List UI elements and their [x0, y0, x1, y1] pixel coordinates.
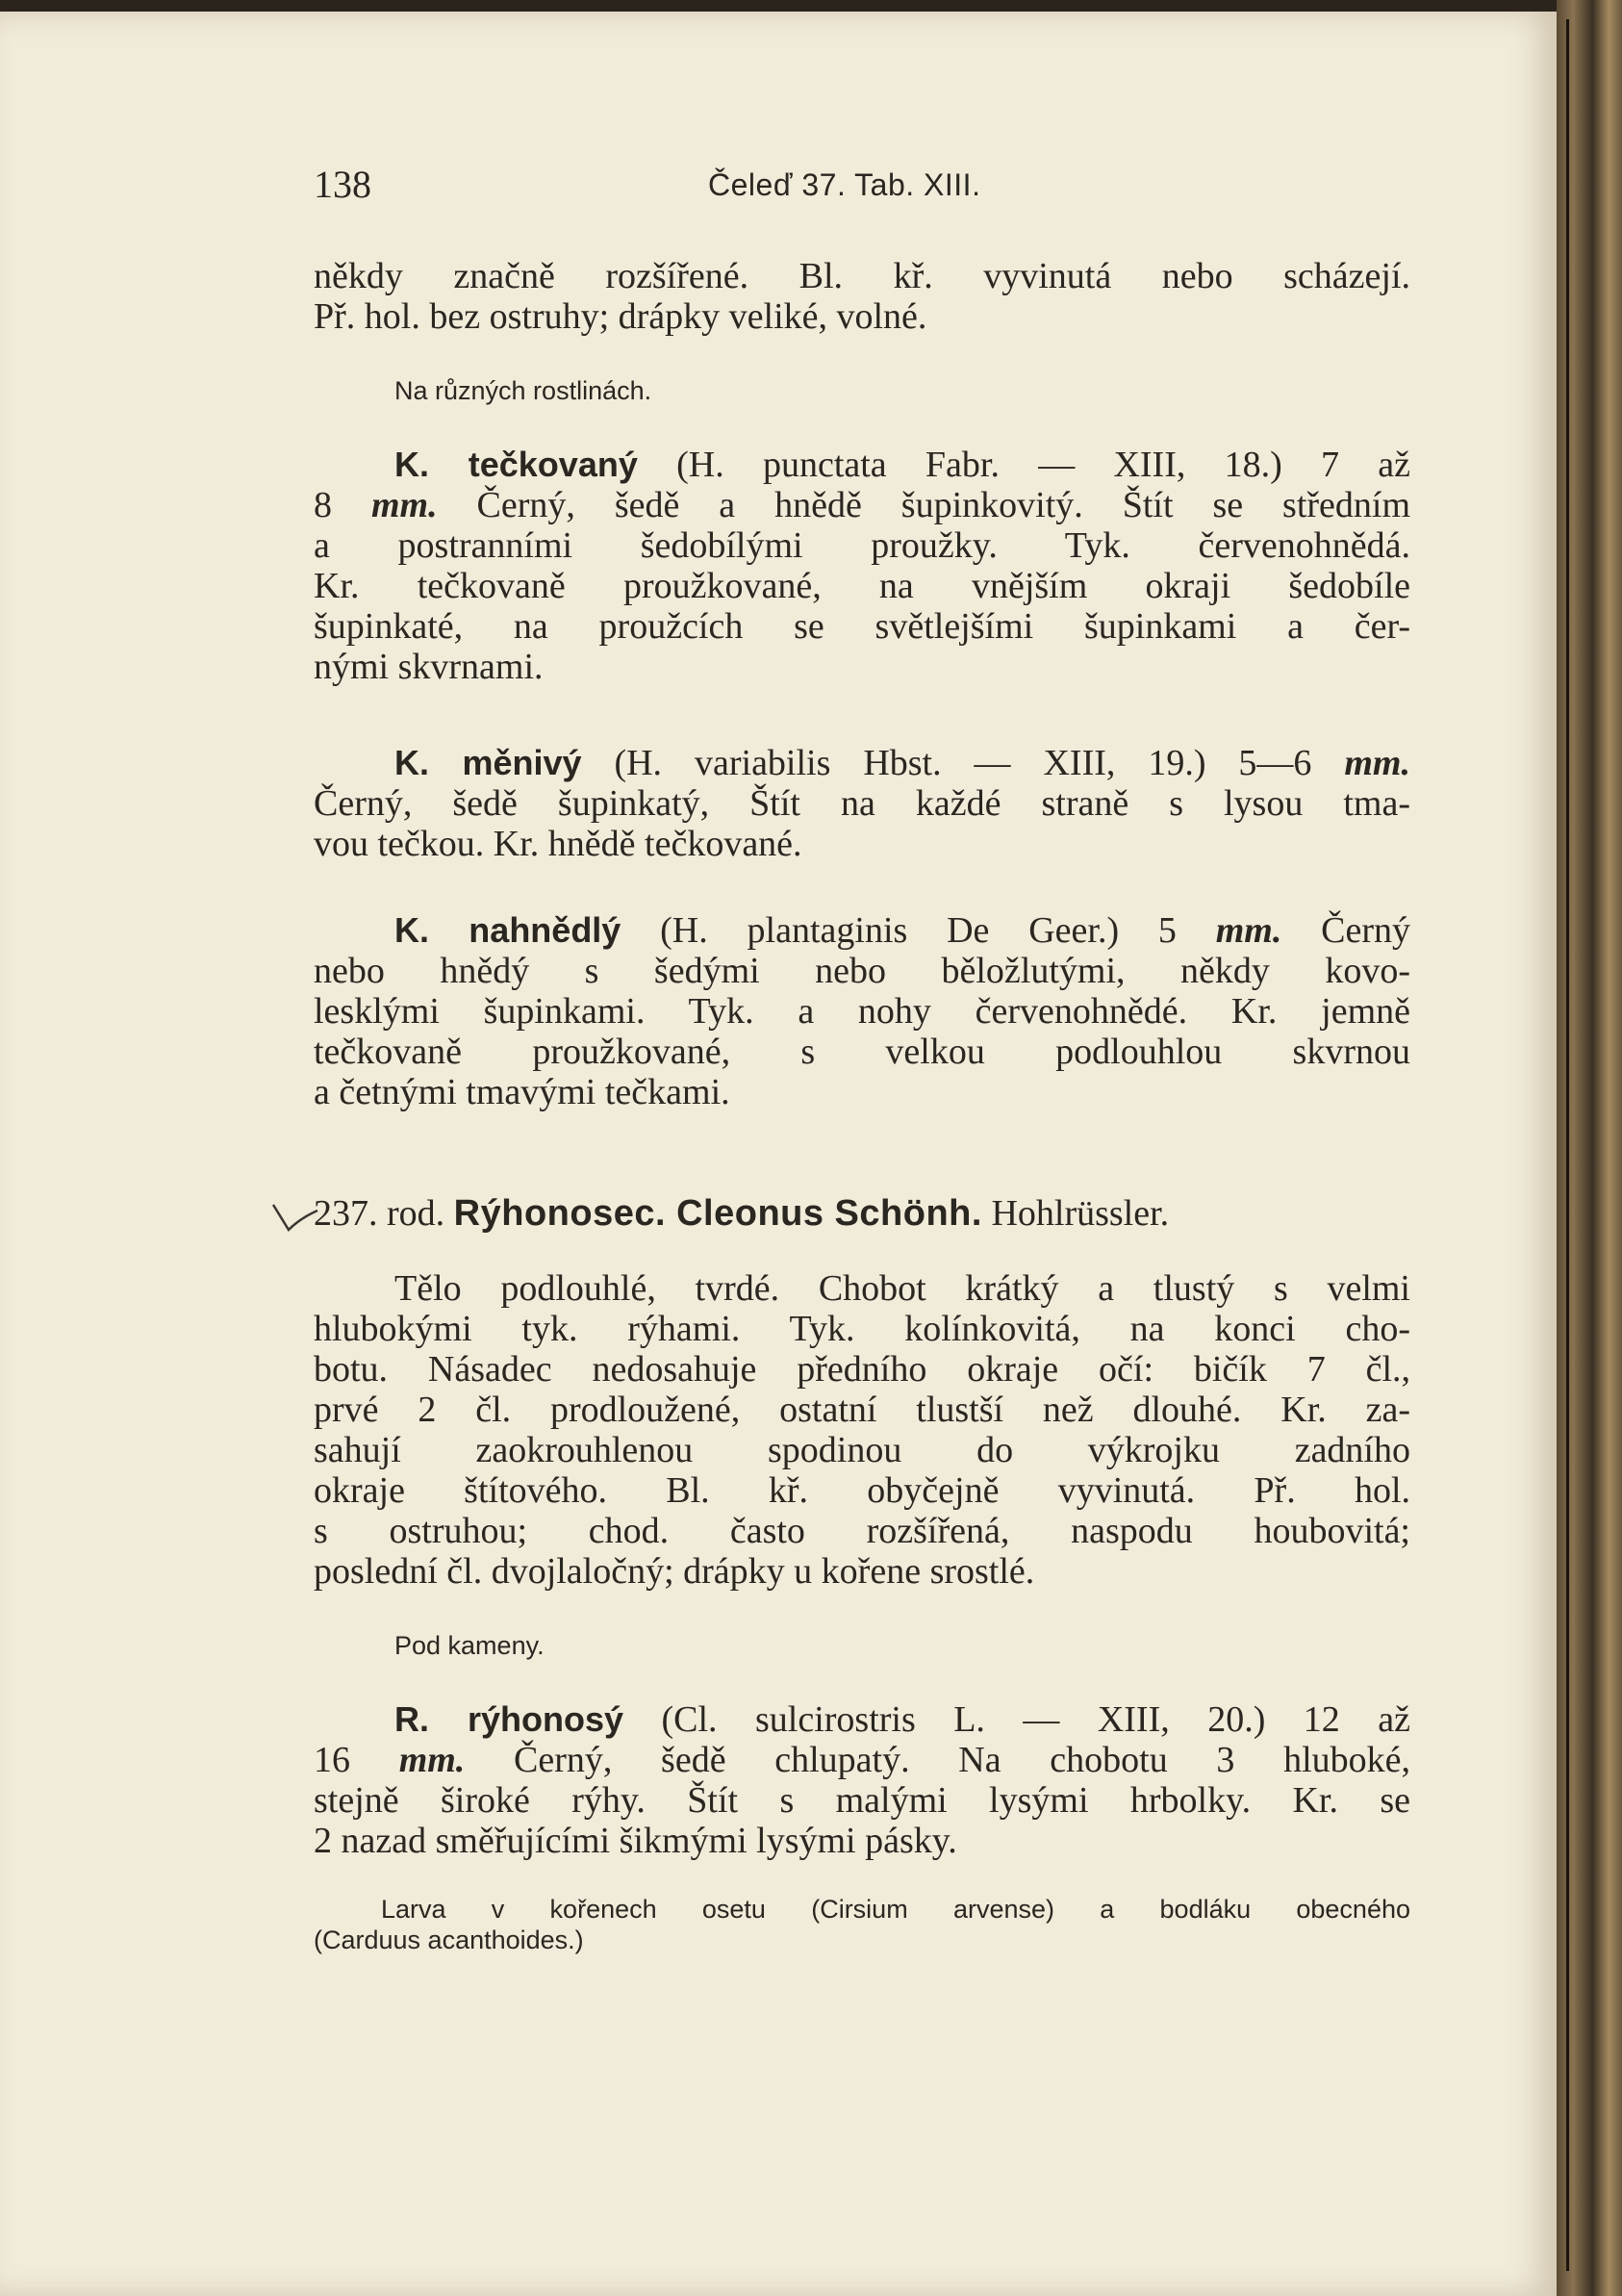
species-second-line	[314, 1740, 1410, 1780]
species-name: R. rýhonosý	[394, 1699, 623, 1739]
description-line: hlubokými tyk. rýhami. Tyk. kolínkovitá, na konci cho-	[314, 1309, 1410, 1349]
species-name: K. tečkovaný	[394, 445, 638, 484]
species-second-line	[314, 485, 1410, 525]
description-line: nými skvrnami.	[314, 647, 544, 687]
description-line: stejně široké rýhy. Štít s malými lysými hrbolky. Kr. se	[314, 1780, 1410, 1821]
description-line: a četnými tmavými tečkami.	[314, 1072, 730, 1112]
intro-line: Př. hol. bez ostruhy; drápky veliké, volné.	[314, 296, 927, 337]
description-line: botu. Násadec nedosahuje předního okraje očí: bičík 7 čl.,	[314, 1349, 1410, 1390]
species-first-line	[314, 743, 1410, 783]
description-line: poslední čl. dvojlaločný; drápky u kořene srostlé.	[314, 1551, 1035, 1592]
species-citation: (Cl. sulcirostris L. — XIII, 20.) 12 až	[661, 1699, 1410, 1740]
genus-german-name: Hohlrüssler.	[991, 1193, 1170, 1234]
species-first-line	[314, 445, 1410, 485]
size-unit: mm.	[398, 1740, 466, 1780]
description-line: 2 nazad směřujícími šikmými lysými pásky.	[314, 1821, 957, 1861]
description-line: lesklými šupinkami. Tyk. a nohy červenohnědé. Kr. jemně	[314, 991, 1410, 1032]
habitat-note: Na různých rostlinách.	[394, 376, 652, 405]
description-line: Kr. tečkovaně proužkované, na vnějším okraji šedobíle	[314, 566, 1410, 606]
species-name: K. měnivý	[394, 743, 582, 782]
larva-note-line: (Carduus acanthoides.)	[314, 1926, 584, 1954]
species-first-line	[314, 910, 1410, 951]
genus-heading	[314, 1193, 1410, 1234]
genus-description	[314, 1268, 1410, 1592]
size-unit: mm.	[1215, 910, 1282, 951]
description-line: vou tečkou. Kr. hnědě tečkované.	[314, 824, 802, 864]
genus-habitat	[394, 1630, 1410, 1661]
species-plantaginis	[314, 910, 1410, 1112]
description-line: s ostruhou; chod. často rozšířená, naspodu houbovitá;	[314, 1511, 1410, 1551]
page-number: 138	[314, 163, 371, 206]
description-line: sahují zaokrouhlenou spodinou do výkrojku zadního	[314, 1430, 1410, 1470]
genus-name: Rýhonosec. Cleonus Schönh.	[453, 1193, 982, 1234]
size-value: 8	[314, 485, 332, 525]
habitat-note: Pod kameny.	[394, 1631, 545, 1660]
running-head: Čeleď 37. Tab. XIII.	[708, 167, 981, 202]
intro-habitat	[394, 375, 1410, 406]
genus-number: 237. rod.	[314, 1193, 445, 1234]
species-variabilis	[314, 743, 1410, 864]
description-text: Černý, šedě chlupatý. Na chobotu 3 hluboké,	[514, 1740, 1411, 1780]
pencil-check-mark	[271, 1197, 319, 1236]
description-line: prvé 2 čl. prodloužené, ostatní tlustší než dlouhé. Kr. za-	[314, 1390, 1410, 1430]
intro-paragraph	[314, 256, 1410, 337]
description-text: Černý, šedě a hnědě šupinkovitý. Štít se středním	[476, 485, 1411, 525]
description-line: nebo hnědý s šedými nebo běložlutými, někdy kovo-	[314, 951, 1410, 991]
larva-note-line: Larva v kořenech osetu (Cirsium arvense) a bodláku obecného	[381, 1895, 1410, 1924]
size-value: 16	[314, 1740, 350, 1780]
larva-note	[314, 1894, 1410, 1955]
size-unit: mm.	[370, 485, 438, 525]
description-text: Černý	[1321, 910, 1411, 951]
description-line: šupinkaté, na proužcích se světlejšími šupinkami a čer-	[314, 606, 1410, 647]
scan-top-edge	[0, 0, 1622, 12]
description-line: Tělo podlouhlé, tvrdé. Chobot krátký a tlustý s velmi	[394, 1268, 1410, 1309]
species-citation: (H. plantaginis De Geer.) 5	[660, 910, 1177, 951]
description-line: Černý, šedě šupinkatý, Štít na každé straně s lysou tma-	[314, 783, 1410, 824]
size-unit: mm.	[1344, 743, 1410, 783]
intro-line: někdy značně rozšířené. Bl. kř. vyvinutá nebo scházejí.	[314, 256, 1410, 296]
genus-title-line	[314, 1193, 1410, 1234]
page-header	[314, 162, 1410, 210]
description-line: a postranními šedobílými proužky. Tyk. červenohnědá.	[314, 525, 1410, 566]
species-citation: (H. punctata Fabr. — XIII, 18.) 7 až	[676, 445, 1410, 485]
species-first-line	[314, 1699, 1410, 1740]
description-line: tečkovaně proužkované, s velkou podlouhlou skvrnou	[314, 1032, 1410, 1072]
spine-shadow-line	[1566, 19, 1569, 2271]
species-citation: (H. variabilis Hbst. — XIII, 19.) 5—6	[614, 743, 1312, 783]
species-punctata	[314, 445, 1410, 687]
species-name: K. nahnědlý	[394, 910, 621, 950]
description-line: okraje štítového. Bl. kř. obyčejně vyvinutá. Př. hol.	[314, 1470, 1410, 1511]
species-sulcirostris	[314, 1699, 1410, 1861]
